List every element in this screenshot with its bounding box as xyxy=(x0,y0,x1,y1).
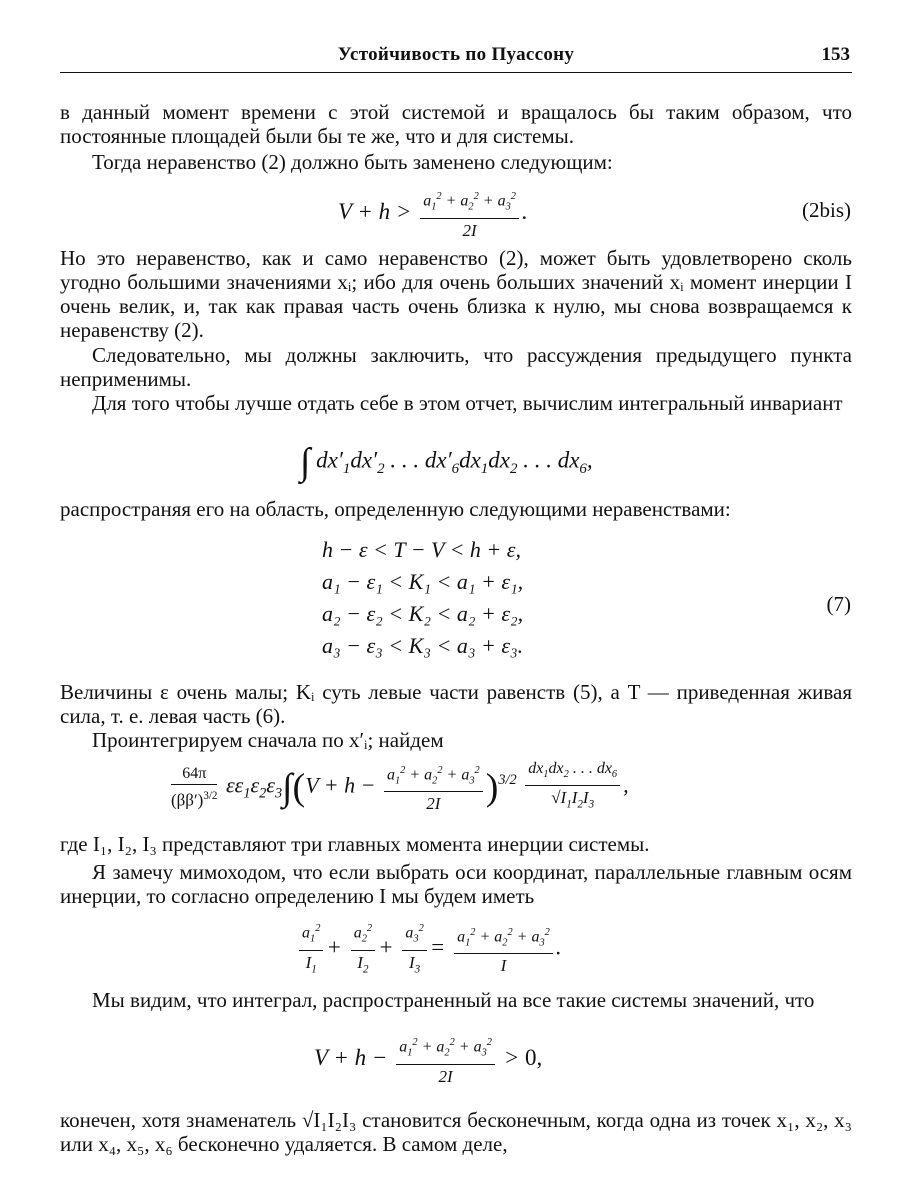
paragraph-6: распространяя его на область, определенную следующими неравенствами: xyxy=(60,497,731,521)
paragraph-7: Величины ε очень малы; Kᵢ суть левые части равенств (5), а T — приведенная живая сила, т. е. левая часть (6). xyxy=(60,680,852,728)
equation-integral-invariant: ∫ $dx'_1dx'_2$ . . . $dx'_6dx_1dx_2$ . . . $dx_6$, xyxy=(300,441,593,483)
paragraph-12: конечен, хотя знаменатель √I₁I₂I₃ становится бесконечным, когда одна из точек x₁, x₂, x₃ или x₄, x₅, x₆ бесконечно удаляется. В самом деле, xyxy=(60,1108,852,1156)
paragraph-8: Проинтегрируем сначала по x′ᵢ; найдем xyxy=(92,728,444,752)
paragraph-11: Мы видим, что интеграл, распространенный на все такие системы значений, что xyxy=(92,988,815,1012)
equation-inertia: $\frac{a_1^2}{I_1}$ + $\frac{a_2^2}{I_2}$ + $\frac{a_3^2}{I_3}$ = $\frac{a_1^2 + a_2^2 + a_3^2}{I}$ . xyxy=(296,920,562,979)
equation-condition: V + h − $\frac{a_1^2 + a_2^2 + a_3^2}{2I}$ > 0, xyxy=(314,1034,542,1086)
paragraph-9: где I₁, I₂, I₃ представляют три главных момента инерции системы. xyxy=(60,832,650,856)
equation-label-7: (7) xyxy=(826,592,851,616)
paragraph-1: в данный момент времени с этой системой и вращалось бы таким образом, что постоянные площадей были бы те же, что и для системы. xyxy=(60,100,852,148)
equation-system-7 xyxy=(322,537,523,665)
running-head xyxy=(60,42,852,73)
system-line-2: a₁ − ε₁ < K₁ < a₁ + ε₁, xyxy=(322,569,524,594)
paragraph-2: Тогда неравенство (2) должно быть заменено следующим: xyxy=(92,150,613,174)
equation-label-2bis: (2bis) xyxy=(802,198,851,222)
paragraph-5: Для того чтобы лучше отдать себе в этом отчет, вычислим интегральный инвариант xyxy=(92,391,843,415)
system-line-3: a₂ − ε₂ < K₂ < a₂ + ε₂, xyxy=(322,601,524,626)
equation-integrated: $\frac{64\pi}{(\beta\beta')^{3/2}}$ $\varepsilon\varepsilon_1\varepsilon_2\varepsilon_3\int(V + h$ − $\frac{a_1^2 + a_2^2 + a_3^2}{2I}$ )$^{3/2}$ $\frac{dx_1dx_2 . . . dx_6}{√I_1I_2I_3}$ , xyxy=(171,760,629,814)
page-title: Устойчивость по Пуассону xyxy=(337,44,575,65)
system-line-1: h − ε < T − V < h + ε, xyxy=(322,537,521,562)
equation-2bis: V + h > $\frac{a_1^2 + a_2^2 + a_3^2}{2I}$ . xyxy=(338,188,528,240)
system-line-4: a₃ − ε₃ < K₃ < a₃ + ε₃. xyxy=(322,633,524,658)
paragraph-10: Я замечу мимоходом, что если выбрать оси координат, параллельные главным осям инерции, то согласно определению I мы будем иметь xyxy=(60,860,852,908)
paragraph-4: Следовательно, мы должны заключить, что рассуждения предыдущего пункта неприменимы. xyxy=(60,343,852,391)
paragraph-3: Но это неравенство, как и само неравенство (2), может быть удовлетворено сколь угодно большими значениями xᵢ; ибо для очень больших значений xᵢ момент инерции I очень велик, и, так как правая часть очень близка к нулю, мы снова возвращаемся к неравенству (2). xyxy=(60,246,852,342)
page-number: 153 xyxy=(821,44,850,65)
